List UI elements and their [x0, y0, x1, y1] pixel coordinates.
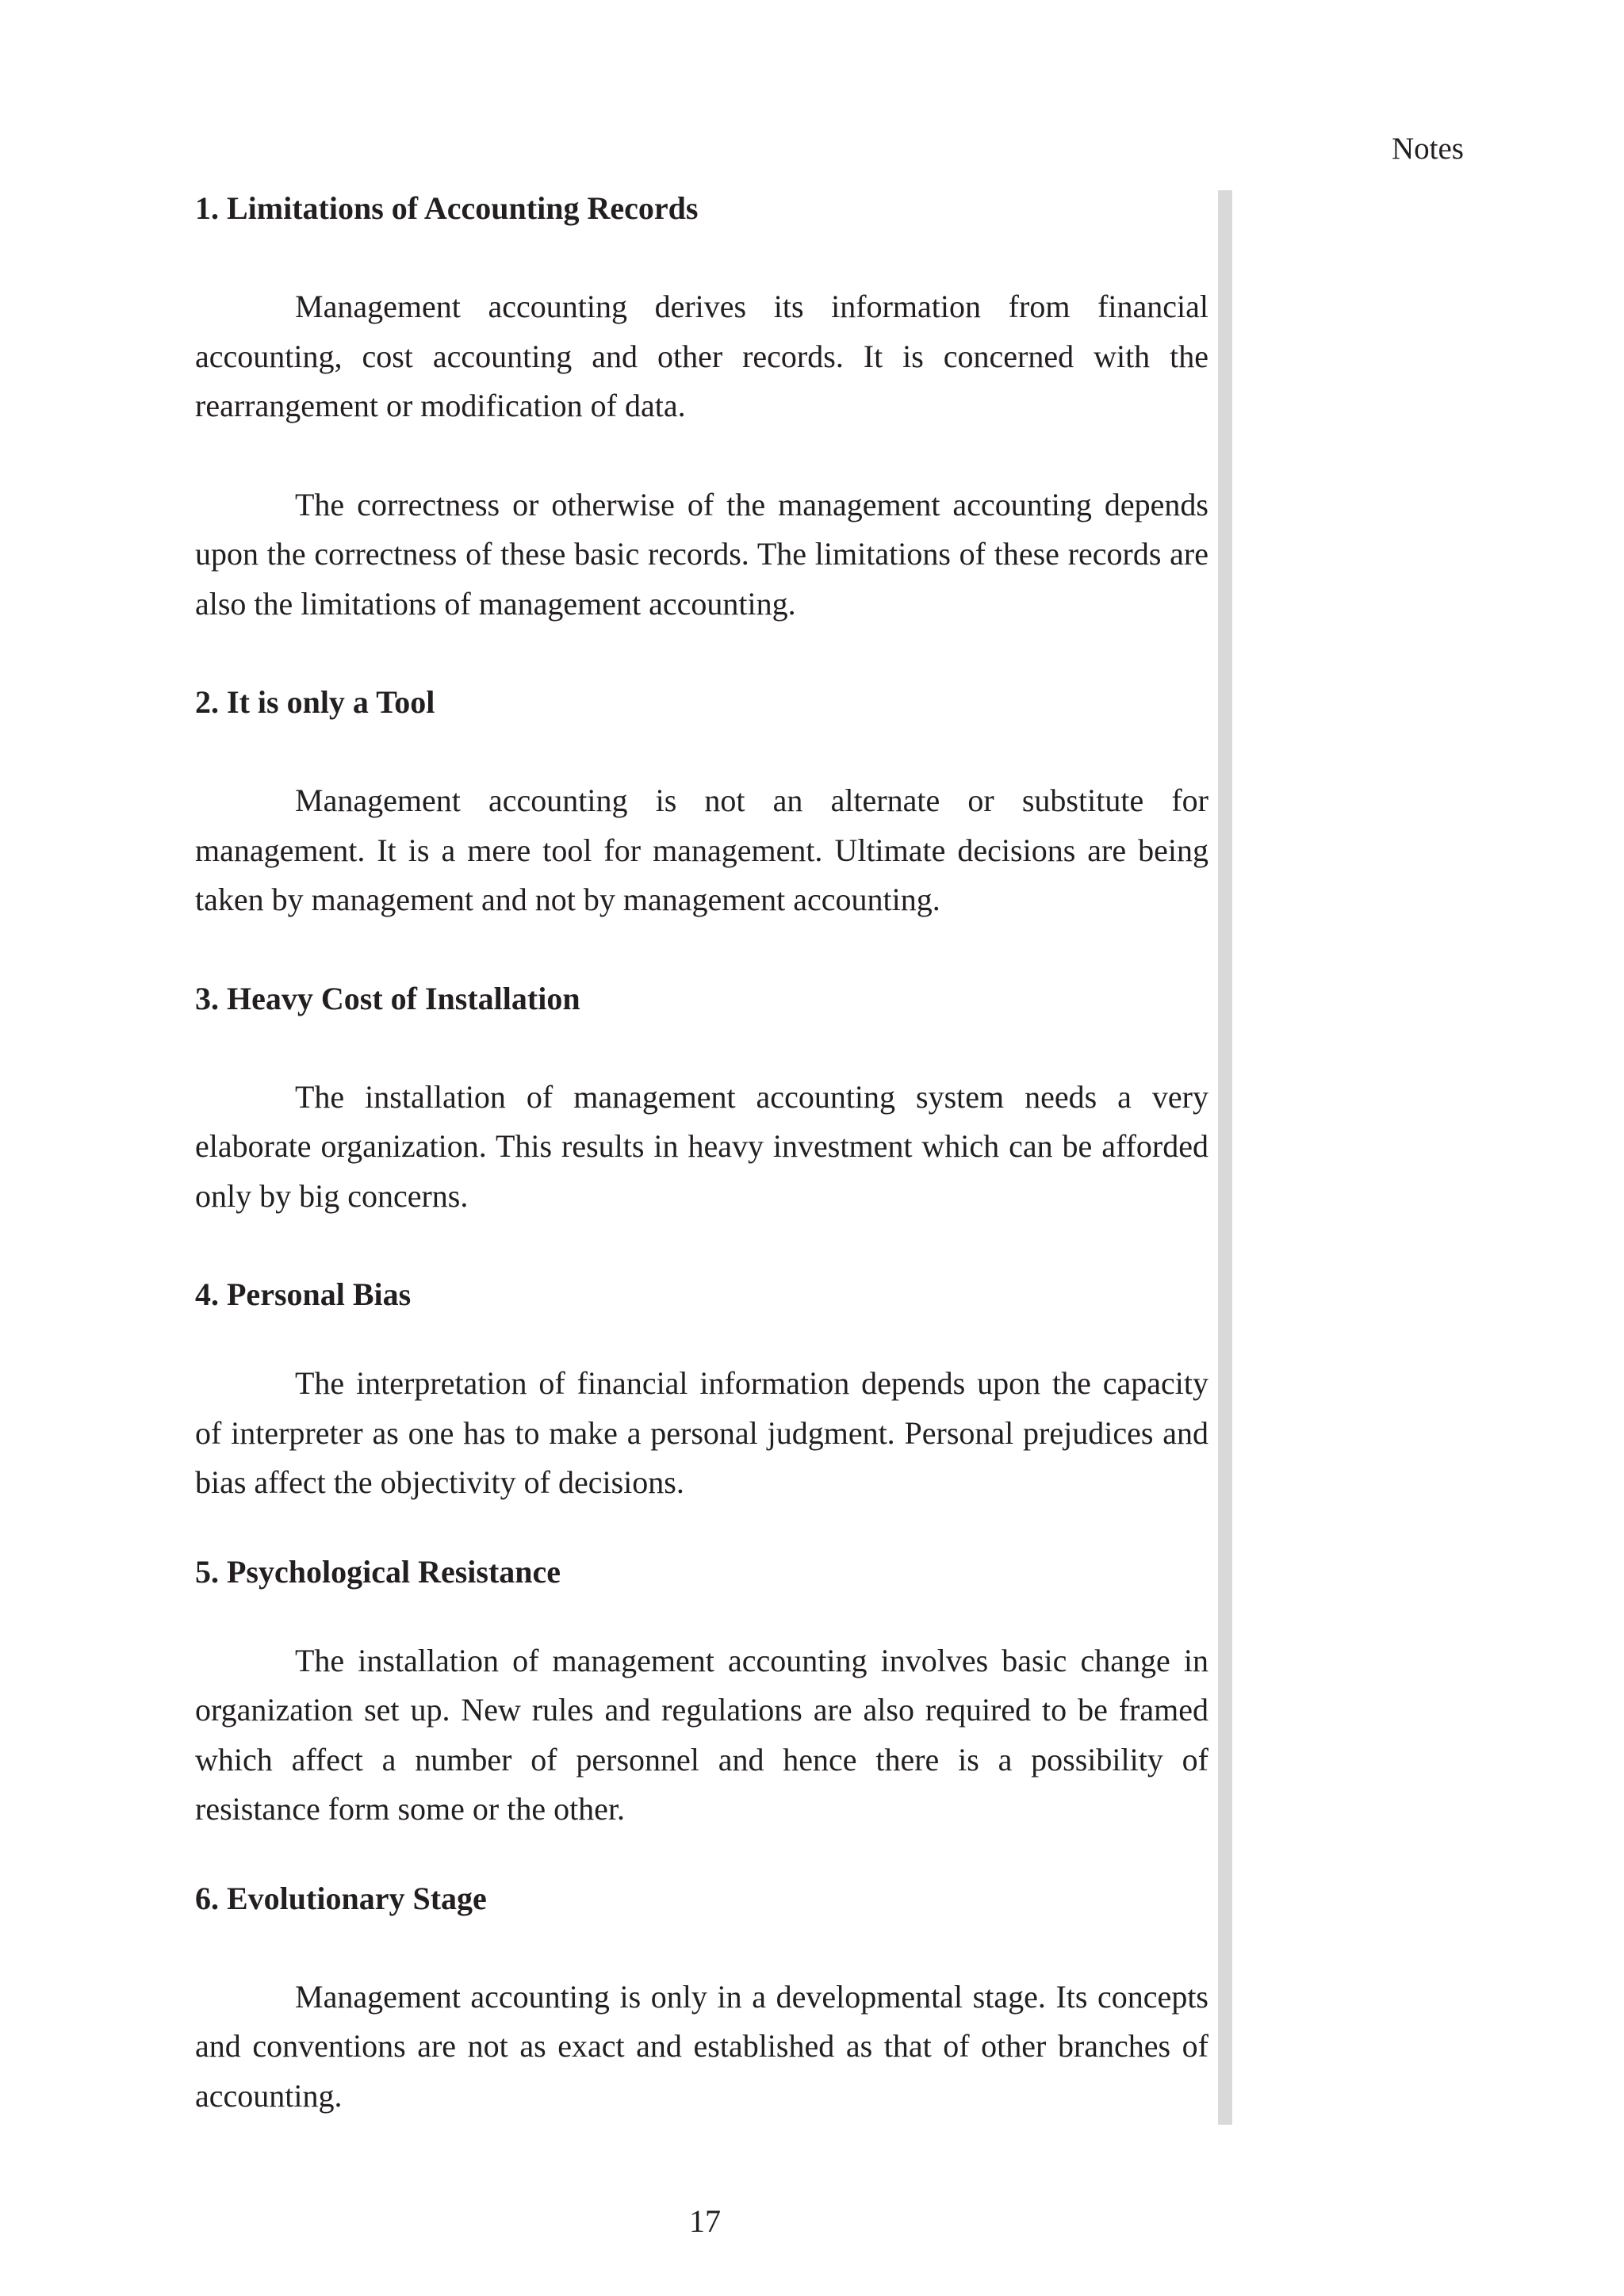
section-3-paragraph-1: The installation of management accounting system needs a very elaborate organization. This results in heavy investment which can be afforded only by big concerns.: [195, 1078, 1208, 1214]
section-1-paragraph-1: Management accounting derives its information from financial accounting, cost accounting and other records. It is concerned with the rearrangement or modification of data.: [195, 289, 1208, 423]
section-2-paragraph-1: Management accounting is not an alternate or substitute for management. It is a mere tool for management. Ultimate decisions are being taken by management and not by management accounting.: [195, 783, 1208, 917]
section-5-paragraph-1: The installation of management accounting involves basic change in organization set up. New rules and regulations are also required to be framed which affect a number of personnel and hence there is a possibility of resistance form some or the other.: [195, 1642, 1208, 1827]
section-heading-6: 6. Evolutionary Stage: [195, 1880, 487, 1916]
section-heading-2: 2. It is only a Tool: [195, 684, 435, 720]
section-heading-4: 4. Personal Bias: [195, 1276, 412, 1312]
section-4-paragraph-1: The interpretation of financial information depends upon the capacity of interpreter as one has to make a personal judgment. Personal prejudices and bias affect the objectivity of decisions.: [195, 1365, 1208, 1500]
section-heading-5: 5. Psychological Resistance: [195, 1553, 561, 1590]
page-number: 17: [689, 2203, 721, 2239]
section-heading-3: 3. Heavy Cost of Installation: [195, 980, 580, 1016]
section-heading-1: 1. Limitations of Accounting Records: [195, 190, 699, 226]
section-6-paragraph-1: Management accounting is only in a developmental stage. Its concepts and conventions are not as exact and established as that of other branches of accounting.: [195, 1978, 1208, 2114]
section-1-paragraph-2: The correctness or otherwise of the management accounting depends upon the correctness of these basic records. The limitations of these records are also the limitations of management accounting.: [195, 486, 1208, 622]
notes-label: Notes: [1392, 132, 1464, 166]
notes-margin-bar: [1218, 190, 1232, 2125]
page-content: [195, 184, 1208, 2121]
